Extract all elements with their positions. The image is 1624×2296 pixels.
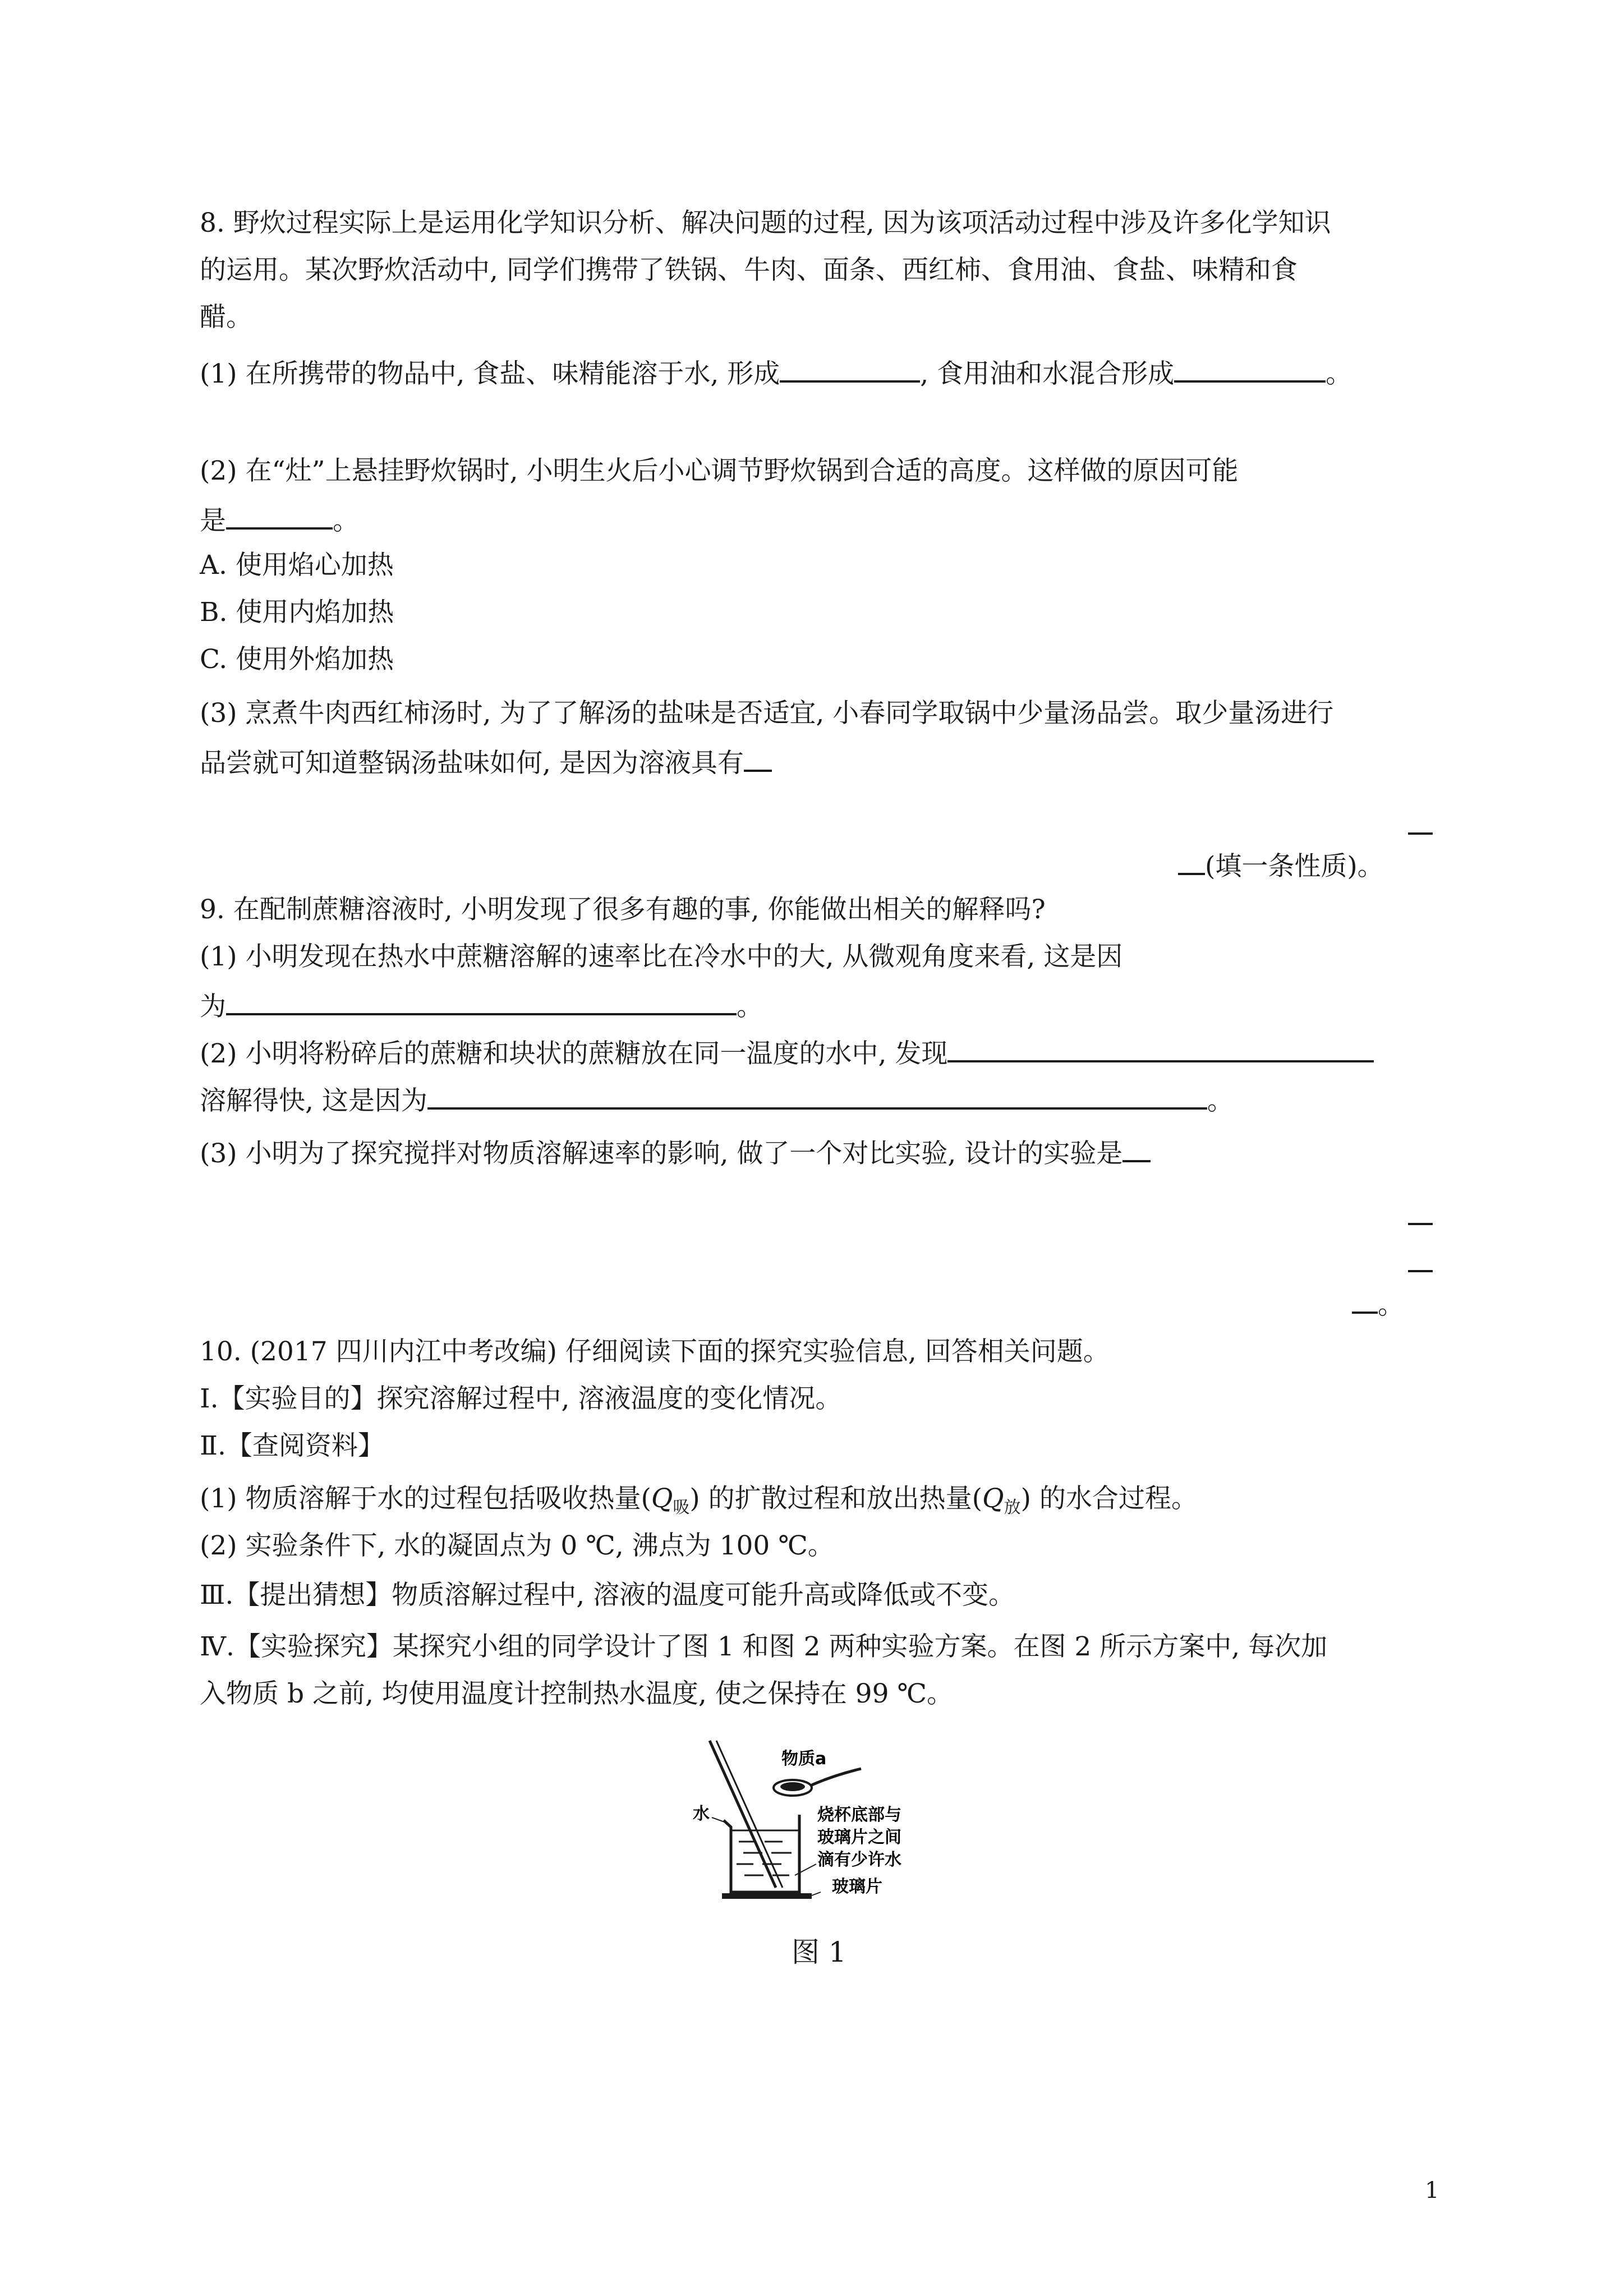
subscript-absorb: 吸 (673, 1498, 690, 1517)
glass-leader-line (812, 1892, 821, 1895)
substance-a-powder (780, 1782, 805, 1791)
label-water: 水 (693, 1804, 710, 1824)
q10-section1: Ⅰ.【实验目的】探究溶解过程中, 溶液温度的变化情况。 (200, 1383, 842, 1414)
glass-plate (722, 1893, 812, 1899)
answer-blank[interactable] (226, 501, 333, 530)
label-glass-plate: 玻璃片 (832, 1877, 882, 1897)
answer-blank[interactable] (1352, 1286, 1378, 1314)
q9-part3-text: (3) 小明为了探究搅拌对物质溶解速率的影响, 做了一个对比实验, 设计的实验是 (200, 1138, 1123, 1169)
q-symbol: Q (982, 1483, 1004, 1514)
label-note-line2: 玻璃片之间 (817, 1828, 901, 1847)
q10-s2-1-text-c: ) 的水合过程。 (1020, 1483, 1198, 1514)
q8-part1-text-b: , 食用油和水混合形成 (920, 358, 1175, 389)
q10-section2-item2: (2) 实验条件下, 水的凝固点为 0 ℃, 沸点为 100 ℃。 (200, 1530, 834, 1561)
q9-stem: 9. 在配制蔗糖溶液时, 小明发现了很多有趣的事, 你能做出相关的解释吗? (200, 894, 1046, 925)
q9-part2-line2 (200, 1082, 1234, 1118)
q8-stem-line2: 的运用。某次野炊活动中, 同学们携带了铁锅、牛肉、面条、西红柿、食用油、食盐、味精和食 (200, 255, 1298, 286)
spoon-handle (811, 1769, 861, 1786)
q8-part2-line2 (200, 501, 359, 538)
answer-blank[interactable] (1178, 847, 1205, 875)
q8-part2-text-a: 是 (200, 505, 226, 536)
answer-line[interactable] (1408, 1223, 1433, 1225)
glass-rod-edge (716, 1741, 783, 1888)
q8-part2-text-b: 。 (333, 505, 359, 536)
q10-section4-line1: Ⅳ.【实验探究】某探究小组的同学设计了图 1 和图 2 两种实验方案。在图 2 所示方案中, 每次加 (200, 1631, 1328, 1662)
q9-part1-line2 (200, 987, 763, 1024)
label-substance-a: 物质a (781, 1749, 827, 1769)
answer-blank[interactable] (427, 1082, 1207, 1110)
label-note-line3: 滴有少许水 (817, 1850, 901, 1870)
q9-part2-text-b: 。 (1207, 1085, 1234, 1116)
answer-line[interactable] (1408, 832, 1433, 835)
answer-line[interactable] (1408, 1270, 1433, 1272)
q8-stem-line1: 8. 野炊过程实际上是运用化学知识分析、解决问题的过程, 因为该项活动过程中涉及许多化学知识 (200, 208, 1331, 238)
answer-blank[interactable] (1122, 1134, 1151, 1162)
q8-part3-line1: (3) 烹煮牛肉西红柿汤时, 为了了解汤的盐味是否适宜, 小春同学取锅中少量汤品尝。取少量汤进行 (200, 698, 1334, 729)
q8-part1-text-a: (1) 在所携带的物品中, 食盐、味精能溶于水, 形成 (200, 358, 780, 389)
q9-part1-text-b: 。 (737, 991, 763, 1022)
q9-part2-text-a: 溶解得快, 这是因为 (200, 1085, 427, 1116)
subscript-release: 放 (1004, 1498, 1021, 1517)
q8-option-a: A. 使用焰心加热 (200, 550, 394, 581)
q8-part2-line1: (2) 在“灶”上悬挂野炊锅时, 小明生火后小心调节野炊锅到合适的高度。这样做的原因可能 (200, 455, 1239, 486)
page-number: 1 (1425, 2178, 1439, 2203)
answer-blank[interactable] (744, 744, 772, 772)
figure-1-caption: 图 1 (792, 1936, 846, 1968)
q8-option-c: C. 使用外焰加热 (200, 644, 394, 675)
q9-part1-line1: (1) 小明发现在热水中蔗糖溶解的速率比在冷水中的大, 从微观角度来看, 这是因 (200, 941, 1123, 972)
q8-part3-line2 (200, 744, 772, 780)
answer-blank[interactable] (1174, 355, 1326, 383)
answer-blank[interactable] (226, 987, 737, 1015)
q10-section2-item1 (200, 1482, 1198, 1519)
answer-blank[interactable] (780, 355, 920, 383)
q10-section3: Ⅲ.【提出猜想】物质溶解过程中, 溶液的温度可能升高或降低或不变。 (200, 1580, 1015, 1611)
q10-s2-1-text-a: (1) 物质溶解于水的过程包括吸收热量( (200, 1483, 651, 1514)
q9-part3-line1 (200, 1134, 1151, 1171)
glass-rod (710, 1741, 776, 1888)
q9-part2-line1 (200, 1034, 1374, 1071)
q10-stem: 10. (2017 四川内江中考改编) 仔细阅读下面的探究实验信息, 回答相关问题。 (200, 1336, 1110, 1367)
q8-part3-end-text: (填一条性质)。 (1205, 851, 1384, 882)
answer-blank[interactable] (947, 1034, 1374, 1062)
q9-part3-end (1352, 1286, 1404, 1322)
q9-part3-end-text: 。 (1378, 1290, 1404, 1320)
q8-part1-text-c: 。 (1326, 358, 1352, 389)
q9-part2-text: (2) 小明将粉碎后的蔗糖和块状的蔗糖放在同一温度的水中, 发现 (200, 1038, 948, 1069)
q8-stem-line3: 醋。 (200, 302, 252, 333)
label-note-line1: 烧杯底部与 (817, 1805, 901, 1825)
q8-part3-text: 品尝就可知道整锅汤盐味如何, 是因为溶液具有 (200, 748, 744, 779)
q10-s2-1-text-b: ) 的扩散过程和放出热量( (689, 1483, 983, 1514)
q10-section4-line2: 入物质 b 之前, 均使用温度计控制热水温度, 使之保持在 99 ℃。 (200, 1678, 953, 1709)
q10-section2: Ⅱ.【查阅资料】 (200, 1430, 384, 1461)
q8-option-b: B. 使用内焰加热 (200, 597, 394, 628)
q8-part3-end (1178, 847, 1384, 884)
figure-1-beaker-diagram (693, 1736, 956, 1904)
q9-part1-text-a: 为 (200, 991, 226, 1022)
q-symbol: Q (651, 1483, 673, 1514)
q8-part1 (200, 355, 1352, 391)
